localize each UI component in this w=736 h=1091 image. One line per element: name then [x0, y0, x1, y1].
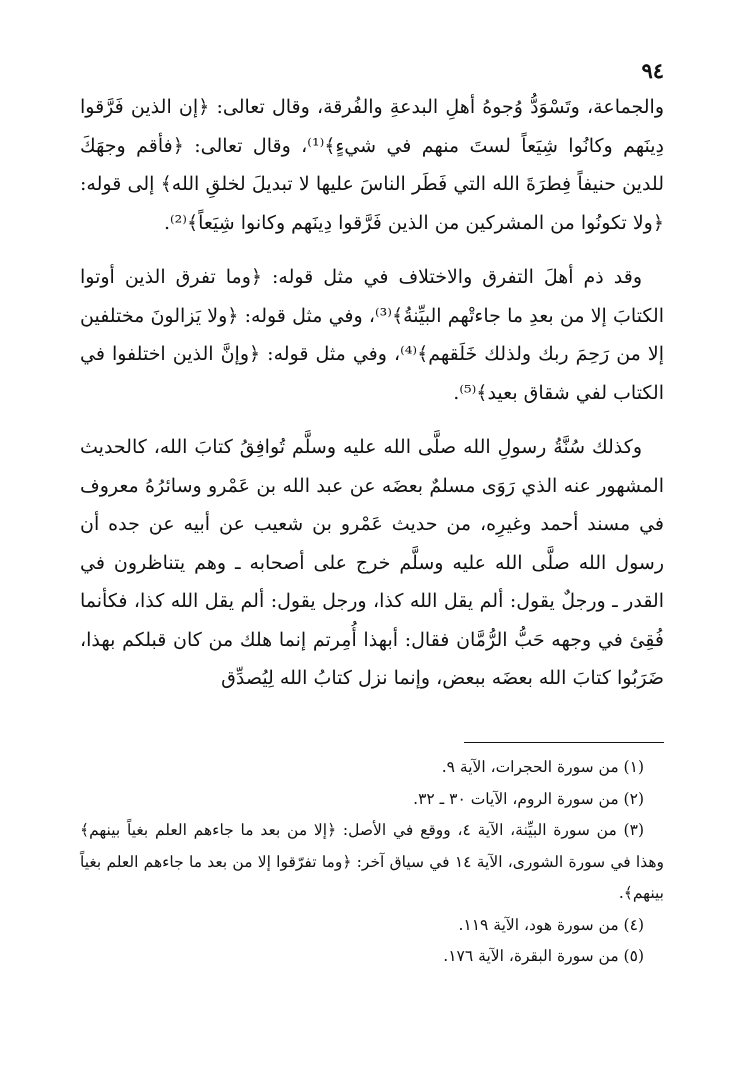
- footnote: (٢) من سورة الروم، الآيات ٣٠ ـ ٣٢.: [413, 789, 644, 808]
- page-number: ٩٤: [641, 58, 664, 83]
- footnote: (٣) من سورة البيِّنة، الآية ٤، ووقع في الأصل: ﴿إلا من بعد ما جاءهم العلم بغياً بينهم﴾ وهذا في سورة الشورى، الآية ١٤ في سياق آخر: ﴿وما تفرّقوا إلا من بعد ما جاءهم العلم بغياً بينهم﴾.: [80, 821, 665, 902]
- paragraph: والجماعة، وتَسْوَدُّ وُجوهُ أهلِ البدعةِ والفُرقة، وقال تعالى: ﴿إن الذين فَرَّقوا دِينَهم وكانُوا شِيَعاً لستَ منهم في شيءٍ﴾⁽¹⁾، وقال تعالى: ﴿فأقم وجهَكَ للدين حنيفاً فِطرَةَ الله التي فَطَر الناسَ عليها لا تبديلَ لخلقِ الله﴾ إلى قوله: ﴿ولا تكونُوا من المشركين من الذين فَرَّقوا دِينَهم وكانوا شِيَعاً﴾⁽²⁾.: [80, 96, 664, 234]
- main-text: [80, 88, 664, 714]
- footnote: (٤) من سورة هود، الآية ١١٩.: [458, 915, 644, 934]
- paragraph: وقد ذم أهلَ التفرق والاختلاف في مثل قوله: ﴿وما تفرق الذين أوتوا الكتابَ إلا من بعدِ ما جاءتْهم البيِّنةُ﴾⁽³⁾، وفي مثل قوله: ﴿ولا يَزالونَ مختلفين إلا من رَحِمَ ربك ولذلك خَلَقهم﴾⁽⁴⁾، وفي مثل قوله: ﴿وإنَّ الذين اختلفوا في الكتاب لفي شقاق بعيد﴾⁽⁵⁾.: [80, 266, 665, 404]
- footnote-divider: [464, 742, 664, 743]
- footnotes: [80, 752, 664, 973]
- footnote: (٥) من سورة البقرة، الآية ١٧٦.: [443, 947, 644, 965]
- footnote: (١) من سورة الحجرات، الآية ٩.: [441, 758, 644, 776]
- paragraph: وكذلك سُنَّةُ رسولِ الله صلَّى الله عليه وسلَّم تُوافِقُ كتابَ الله، كالحديث المشهور عنه الذي رَوَى مسلمٌ بعضَه عن عبد الله بن عَمْرو وسائرُهُ معروف في مسند أحمد وغيرِه، من حديث عَمْرو بن شعيب عن أبيه عن جده أن رسول الله صلَّى الله عليه وسلَّم خرج على أصحابه ـ وهم يتناظرون في القدر ـ ورجلٌ يقول: ألم يقل الله كذا، ورجل يقول: ألم يقل الله كذا، فكأنما فُقِئ في وجهه حَبُّ الرُّمَّان فقال: أبهذا أُمِرتم إنما هلك من كان قبلكم بهذا، ضَرَبُوا كتابَ الله بعضَه ببعض، وإنما نزل كتابُ الله لِيُصدِّق: [80, 436, 664, 689]
